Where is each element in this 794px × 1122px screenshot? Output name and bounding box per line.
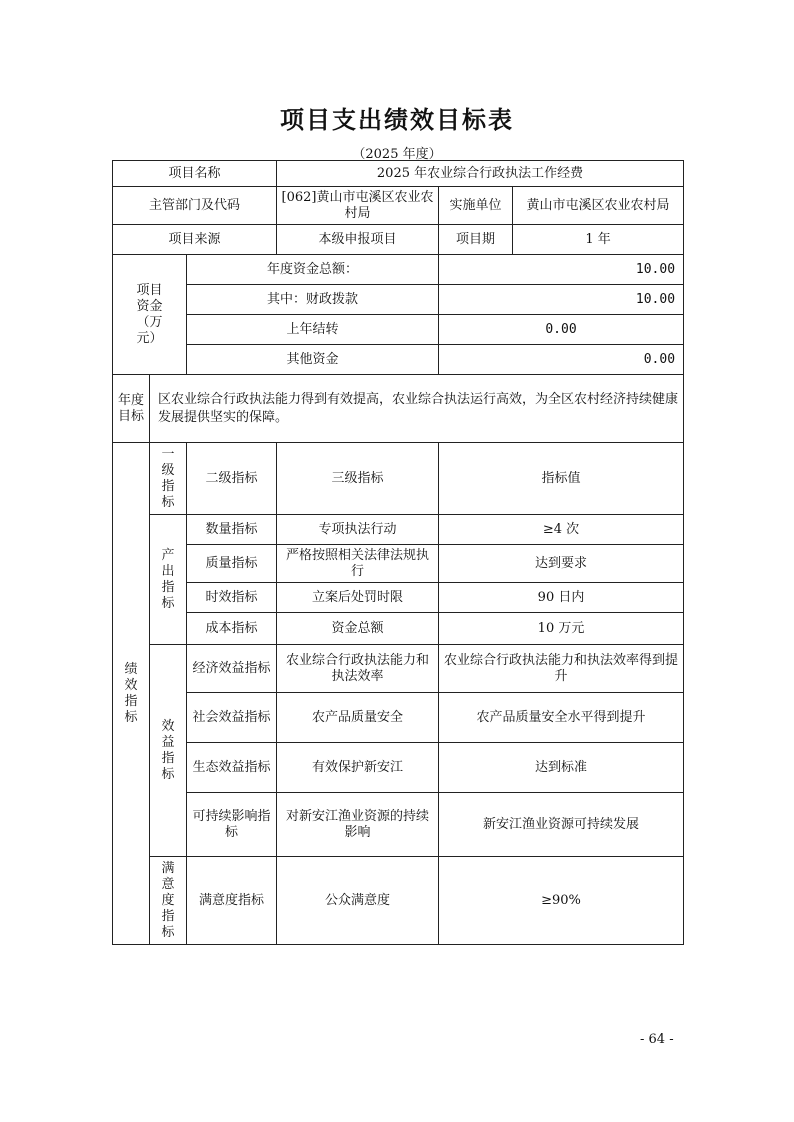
level3-cell: 农业综合行政执法能力和执法效率: [277, 645, 439, 693]
performance-goal-table: [112, 160, 684, 945]
value-header: 指标值: [439, 443, 684, 515]
output-indicators-label: 产出指标: [150, 515, 187, 645]
level2-cell: 满意度指标: [187, 857, 277, 945]
level2-cell: 成本指标: [187, 613, 277, 645]
source-label: 项目来源: [113, 225, 277, 255]
level3-cell: 对新安江渔业资源的持续影响: [277, 793, 439, 857]
funds-label: 项目资金（万元）: [113, 255, 187, 375]
level3-cell: 公众满意度: [277, 857, 439, 945]
level3-cell: 资金总额: [277, 613, 439, 645]
year-subtitle: （2025 年度）: [352, 147, 442, 162]
level3-cell: 严格按照相关法律法规执行: [277, 545, 439, 583]
funds-fiscal-label: 其中：财政拨款: [187, 285, 439, 315]
funds-carryover-label: 上年结转: [187, 315, 439, 345]
table-row: [113, 857, 684, 945]
funds-row: [113, 255, 684, 285]
value-cell: 10 万元: [439, 613, 684, 645]
table-row: [113, 693, 684, 743]
funds-row: [113, 315, 684, 345]
benefit-indicators-label: 效益指标: [150, 645, 187, 857]
table-row: [113, 613, 684, 645]
funds-row: [113, 345, 684, 375]
value-cell: ≥4 次: [439, 515, 684, 545]
funds-carryover-value: 0.00: [439, 315, 684, 345]
level1-header: 一级指标: [150, 443, 187, 515]
funds-row: [113, 285, 684, 315]
source-row: [113, 225, 684, 255]
page-number: - 64 -: [640, 1032, 674, 1047]
period-value: 1 年: [513, 225, 684, 255]
table-row: [113, 645, 684, 693]
department-value: [062]黄山市屯溪区农业农村局: [277, 187, 439, 225]
funds-other-label: 其他资金: [187, 345, 439, 375]
project-name-label: 项目名称: [113, 161, 277, 187]
value-cell: 达到标准: [439, 743, 684, 793]
funds-other-value: 0.00: [439, 345, 684, 375]
value-cell: 农产品质量安全水平得到提升: [439, 693, 684, 743]
department-label: 主管部门及代码: [113, 187, 277, 225]
table-row: [113, 545, 684, 583]
funds-total-label: 年度资金总额：: [187, 255, 439, 285]
level2-cell: 经济效益指标: [187, 645, 277, 693]
funds-total-value: 10.00: [439, 255, 684, 285]
table-row: [113, 515, 684, 545]
project-name-value: 2025 年农业综合行政执法工作经费: [277, 161, 684, 187]
table-row: [113, 583, 684, 613]
annual-goal-label: 年度目标: [113, 375, 150, 443]
level3-cell: 专项执法行动: [277, 515, 439, 545]
value-cell: 农业综合行政执法能力和执法效率得到提升: [439, 645, 684, 693]
level3-cell: 有效保护新安江: [277, 743, 439, 793]
indicator-header-row: [113, 443, 684, 515]
period-label: 项目期: [439, 225, 513, 255]
satisfaction-indicators-label: 满意度指标: [150, 857, 187, 945]
source-value: 本级申报项目: [277, 225, 439, 255]
value-cell: ≥90%: [439, 857, 684, 945]
level2-cell: 质量指标: [187, 545, 277, 583]
level2-cell: 可持续影响指标: [187, 793, 277, 857]
value-cell: 90 日内: [439, 583, 684, 613]
funds-fiscal-value: 10.00: [439, 285, 684, 315]
table-row: [113, 793, 684, 857]
level2-cell: 生态效益指标: [187, 743, 277, 793]
annual-goal-text: 区农业综合行政执法能力得到有效提高，农业综合执法运行高效，为全区农村经济持续健康发展提供坚实的保障。: [150, 375, 684, 443]
page-title: 项目支出绩效目标表: [280, 106, 514, 134]
performance-indicators-label: 绩效指标: [113, 443, 150, 945]
level2-cell: 社会效益指标: [187, 693, 277, 743]
level3-cell: 立案后处罚时限: [277, 583, 439, 613]
level2-cell: 时效指标: [187, 583, 277, 613]
level2-header: 二级指标: [187, 443, 277, 515]
table-row: [113, 743, 684, 793]
level2-cell: 数量指标: [187, 515, 277, 545]
level3-cell: 农产品质量安全: [277, 693, 439, 743]
project-name-row: [113, 161, 684, 187]
implementing-unit-label: 实施单位: [439, 187, 513, 225]
department-row: [113, 187, 684, 225]
value-cell: 达到要求: [439, 545, 684, 583]
annual-goal-row: [113, 375, 684, 443]
level3-header: 三级指标: [277, 443, 439, 515]
implementing-unit-value: 黄山市屯溪区农业农村局: [513, 187, 684, 225]
value-cell: 新安江渔业资源可持续发展: [439, 793, 684, 857]
